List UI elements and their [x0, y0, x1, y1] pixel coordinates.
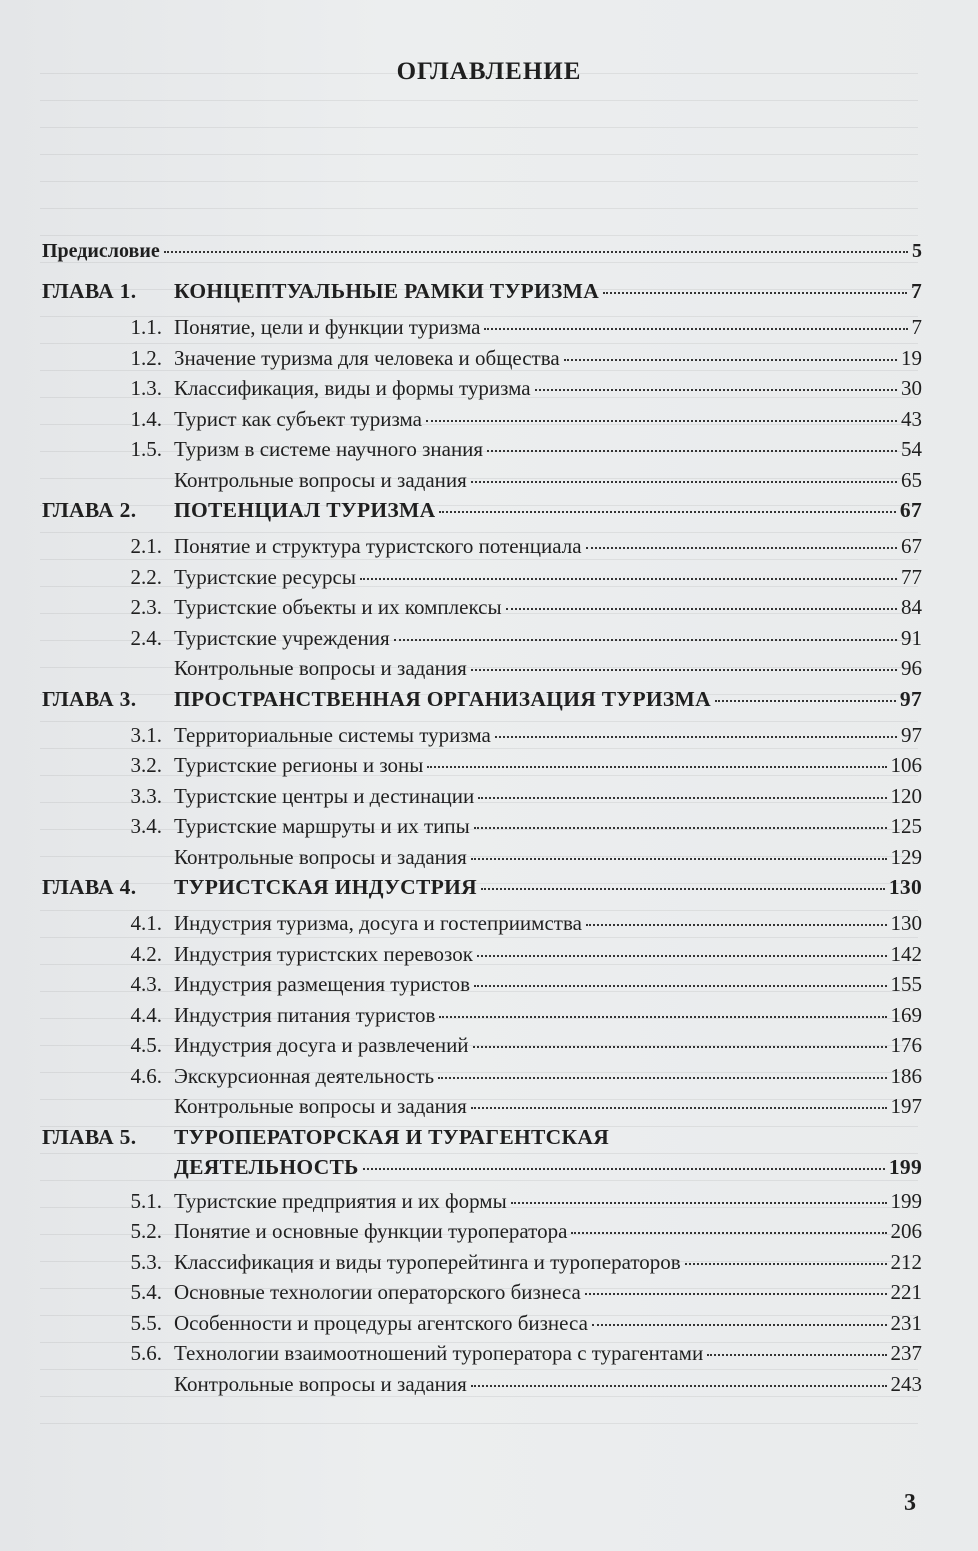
section-number: 4.3.: [130, 972, 162, 996]
section-title: Технологии взаимоотношений туроператора с турагентами: [174, 1341, 704, 1365]
toc-entry[interactable]: [42, 908, 922, 939]
section-title: Экскурсионная деятельность: [174, 1063, 435, 1088]
section-number: 4.6.: [130, 1063, 162, 1088]
section-title: Особенности и процедуры агентского бизнеса: [174, 1310, 588, 1335]
section-title: Индустрия питания туристов: [174, 1002, 436, 1027]
toc-entry[interactable]: [42, 404, 922, 435]
toc-entry[interactable]: [42, 1247, 922, 1278]
section-page: 199: [890, 1188, 922, 1213]
chapter-title: ПОТЕНЦИАЛ ТУРИЗМА: [174, 498, 436, 522]
dot-leader: [571, 1231, 886, 1234]
dot-leader: [535, 388, 897, 391]
section-title: Контрольные вопросы и задания: [174, 1094, 467, 1118]
dot-leader: [439, 1015, 886, 1018]
chapter-label: ГЛАВА 4.: [42, 875, 137, 899]
toc-entry[interactable]: [42, 720, 922, 751]
chapter-title: ТУРОПЕРАТОРСКАЯ И ТУРАГЕНТСКАЯ: [174, 1124, 610, 1149]
chapter-heading[interactable]: [42, 1122, 922, 1152]
toc-entry-page: 5: [912, 240, 922, 262]
section-page: 169: [890, 1002, 922, 1027]
dot-leader: [707, 1353, 886, 1356]
chapter-page: 97: [899, 686, 922, 711]
section-number: 4.4.: [130, 1002, 162, 1027]
dot-leader: [487, 449, 897, 452]
toc-entry[interactable]: [42, 781, 922, 812]
toc-entry[interactable]: [42, 1061, 922, 1092]
chapter-label: ГЛАВА 3.: [42, 686, 137, 711]
section-page: 155: [890, 972, 922, 996]
section-page: 206: [890, 1219, 922, 1243]
dot-leader: [471, 1106, 887, 1109]
toc-entry[interactable]: [42, 1308, 922, 1339]
section-title: Классификация, виды и формы туризма: [174, 376, 531, 400]
chapter-title: ТУРИСТСКАЯ ИНДУСТРИЯ: [174, 875, 477, 899]
dot-leader: [426, 419, 897, 422]
toc-entry-text: Предисловие: [42, 240, 160, 262]
section-title: Понятие и основные функции туроператора: [174, 1219, 568, 1243]
toc-entry[interactable]: [42, 1030, 922, 1061]
dot-leader: [363, 1167, 885, 1170]
section-title: Контрольные вопросы и задания: [174, 656, 467, 680]
section-page: 212: [890, 1249, 922, 1274]
section-number: 4.2.: [130, 941, 162, 966]
section-number: 2.1.: [130, 534, 162, 558]
dot-leader: [471, 480, 897, 483]
section-number: 1.2.: [130, 345, 162, 370]
section-title: Туристские центры и дестинации: [174, 783, 475, 808]
dot-leader: [473, 1045, 887, 1048]
section-number: 5.1.: [130, 1188, 162, 1213]
chapter-title: ПРОСТРАНСТВЕННАЯ ОРГАНИЗАЦИЯ ТУРИЗМА: [174, 686, 711, 711]
dot-leader: [471, 1384, 887, 1387]
section-title: Основные технологии операторского бизнеса: [174, 1280, 581, 1304]
section-title: Понятие и структура туристского потенциала: [174, 534, 582, 558]
section-title: Индустрия досуга и развлечений: [174, 1033, 469, 1057]
chapter-heading[interactable]: [42, 495, 922, 531]
section-number: 5.4.: [130, 1280, 162, 1304]
dot-leader: [511, 1201, 887, 1204]
dot-leader: [164, 250, 908, 253]
section-page: 130: [890, 911, 922, 935]
section-page: 97: [901, 722, 922, 747]
section-page: 91: [901, 625, 922, 650]
section-number: 2.4.: [130, 625, 162, 650]
dot-leader: [603, 291, 907, 294]
section-page: 77: [901, 564, 922, 589]
dot-leader: [685, 1262, 887, 1265]
toc-entry[interactable]: [42, 623, 922, 654]
section-title: Индустрия туристских перевозок: [174, 941, 473, 966]
section-page: 197: [890, 1094, 922, 1118]
section-number: 3.1.: [130, 722, 162, 747]
dot-leader: [484, 327, 907, 330]
section-number: 5.5.: [130, 1310, 162, 1335]
dot-leader: [586, 546, 897, 549]
page-title: ОГЛАВЛЕНИЕ: [396, 58, 582, 85]
dot-leader: [471, 668, 897, 671]
toc-entry-preface[interactable]: [42, 236, 922, 276]
toc-entry[interactable]: [42, 373, 922, 404]
toc-entry[interactable]: [42, 811, 922, 842]
section-title: Туристские регионы и зоны: [174, 753, 424, 777]
chapter-page: 7: [910, 279, 922, 303]
dot-leader: [477, 954, 887, 957]
section-page: 237: [890, 1341, 922, 1365]
toc-entry[interactable]: [42, 562, 922, 593]
toc-entry[interactable]: [42, 939, 922, 970]
dot-leader: [495, 735, 897, 738]
toc-entry[interactable]: [42, 1091, 922, 1122]
toc-entry[interactable]: [42, 1338, 922, 1369]
toc-entry[interactable]: [42, 312, 922, 343]
toc-entry[interactable]: [42, 1216, 922, 1247]
section-title: Контрольные вопросы и задания: [174, 1371, 467, 1396]
table-of-contents: [42, 236, 922, 1399]
chapter-heading[interactable]: [42, 276, 922, 312]
section-page: 19: [901, 345, 922, 370]
section-page: 30: [901, 376, 922, 400]
dot-leader: [438, 1076, 886, 1079]
toc-entry[interactable]: [42, 653, 922, 684]
chapter-heading[interactable]: [42, 872, 922, 908]
dot-leader: [474, 984, 886, 987]
chapter-page: 130: [888, 875, 922, 899]
toc-entry[interactable]: [42, 1277, 922, 1308]
chapter-heading-continued[interactable]: [42, 1152, 922, 1186]
section-page: 186: [890, 1063, 922, 1088]
section-page: 176: [890, 1033, 922, 1057]
section-title: Туристские объекты и их комплексы: [174, 595, 502, 619]
section-number: 5.6.: [130, 1341, 162, 1365]
section-page: 142: [890, 941, 922, 966]
dot-leader: [564, 358, 897, 361]
section-title: Туристские предприятия и их формы: [174, 1188, 507, 1213]
dot-leader: [481, 887, 885, 890]
section-page: 67: [901, 534, 922, 558]
section-number: 1.4.: [130, 406, 162, 431]
section-page: 243: [890, 1371, 922, 1396]
section-page: 106: [890, 753, 922, 777]
toc-entry[interactable]: [42, 1369, 922, 1400]
chapter-label: ГЛАВА 5.: [42, 1124, 137, 1149]
section-title: Понятие, цели и функции туризма: [174, 315, 481, 339]
section-page: 54: [901, 437, 922, 461]
section-number: 5.2.: [130, 1219, 162, 1243]
section-title: Туристские ресурсы: [174, 564, 356, 589]
toc-entry[interactable]: [42, 1000, 922, 1031]
section-title: Турист как субъект туризма: [174, 406, 422, 431]
section-page: 120: [890, 783, 922, 808]
section-number: 3.2.: [130, 753, 162, 777]
toc-entry[interactable]: [42, 969, 922, 1000]
section-title: Индустрия туризма, досуга и гостеприимства: [174, 911, 582, 935]
section-number: 4.1.: [130, 911, 162, 935]
toc-entry[interactable]: [42, 842, 922, 873]
toc-entry[interactable]: [42, 434, 922, 465]
section-page: 221: [890, 1280, 922, 1304]
chapter-heading[interactable]: [42, 684, 922, 720]
chapter-page: 199: [888, 1154, 922, 1179]
dot-leader: [360, 577, 897, 580]
dot-leader: [478, 796, 886, 799]
page-number: 3: [904, 1490, 916, 1516]
dot-leader: [592, 1323, 887, 1326]
dot-leader: [439, 510, 895, 513]
dot-leader: [586, 923, 887, 926]
dot-leader: [427, 765, 886, 768]
section-number: 2.3.: [130, 595, 162, 619]
section-page: 43: [901, 406, 922, 431]
dot-leader: [394, 638, 897, 641]
toc-entry[interactable]: [42, 750, 922, 781]
section-number: 1.5.: [130, 437, 162, 461]
dot-leader: [474, 826, 887, 829]
section-number: 2.2.: [130, 564, 162, 589]
section-number: 1.1.: [130, 315, 162, 339]
section-title: Контрольные вопросы и задания: [174, 844, 467, 869]
section-title: Индустрия размещения туристов: [174, 972, 471, 996]
section-title: Туризм в системе научного знания: [174, 437, 484, 461]
section-page: 7: [911, 315, 922, 339]
section-title: Туристские маршруты и их типы: [174, 814, 470, 838]
section-page: 65: [901, 467, 922, 492]
chapter-title: КОНЦЕПТУАЛЬНЫЕ РАМКИ ТУРИЗМА: [174, 279, 600, 303]
section-title: Туристские учреждения: [174, 625, 390, 650]
section-title: Значение туризма для человека и общества: [174, 345, 560, 370]
section-number: 4.5.: [130, 1033, 162, 1057]
dot-leader: [506, 607, 897, 610]
toc-entry[interactable]: [42, 592, 922, 623]
toc-entry[interactable]: [42, 343, 922, 374]
dot-leader: [585, 1292, 887, 1295]
section-number: 5.3.: [130, 1249, 162, 1274]
section-page: 96: [901, 656, 922, 680]
section-page: 231: [890, 1310, 922, 1335]
section-page: 125: [890, 814, 922, 838]
section-title: Территориальные системы туризма: [174, 722, 491, 747]
section-number: 3.3.: [130, 783, 162, 808]
dot-leader: [715, 699, 896, 702]
section-page: 129: [890, 844, 922, 869]
section-number: 1.3.: [130, 376, 162, 400]
chapter-label: ГЛАВА 1.: [42, 279, 137, 303]
toc-entry[interactable]: [42, 531, 922, 562]
section-number: 3.4.: [130, 814, 162, 838]
toc-entry[interactable]: [42, 1186, 922, 1217]
toc-entry[interactable]: [42, 465, 922, 496]
section-page: 84: [901, 595, 922, 619]
dot-leader: [471, 857, 887, 860]
chapter-page: 67: [899, 498, 922, 522]
chapter-label: ГЛАВА 2.: [42, 498, 137, 522]
chapter-title-continued: ДЕЯТЕЛЬНОСТЬ: [174, 1154, 359, 1179]
section-title: Классификация и виды туроперейтинга и туроператоров: [174, 1249, 681, 1274]
section-title: Контрольные вопросы и задания: [174, 467, 467, 492]
